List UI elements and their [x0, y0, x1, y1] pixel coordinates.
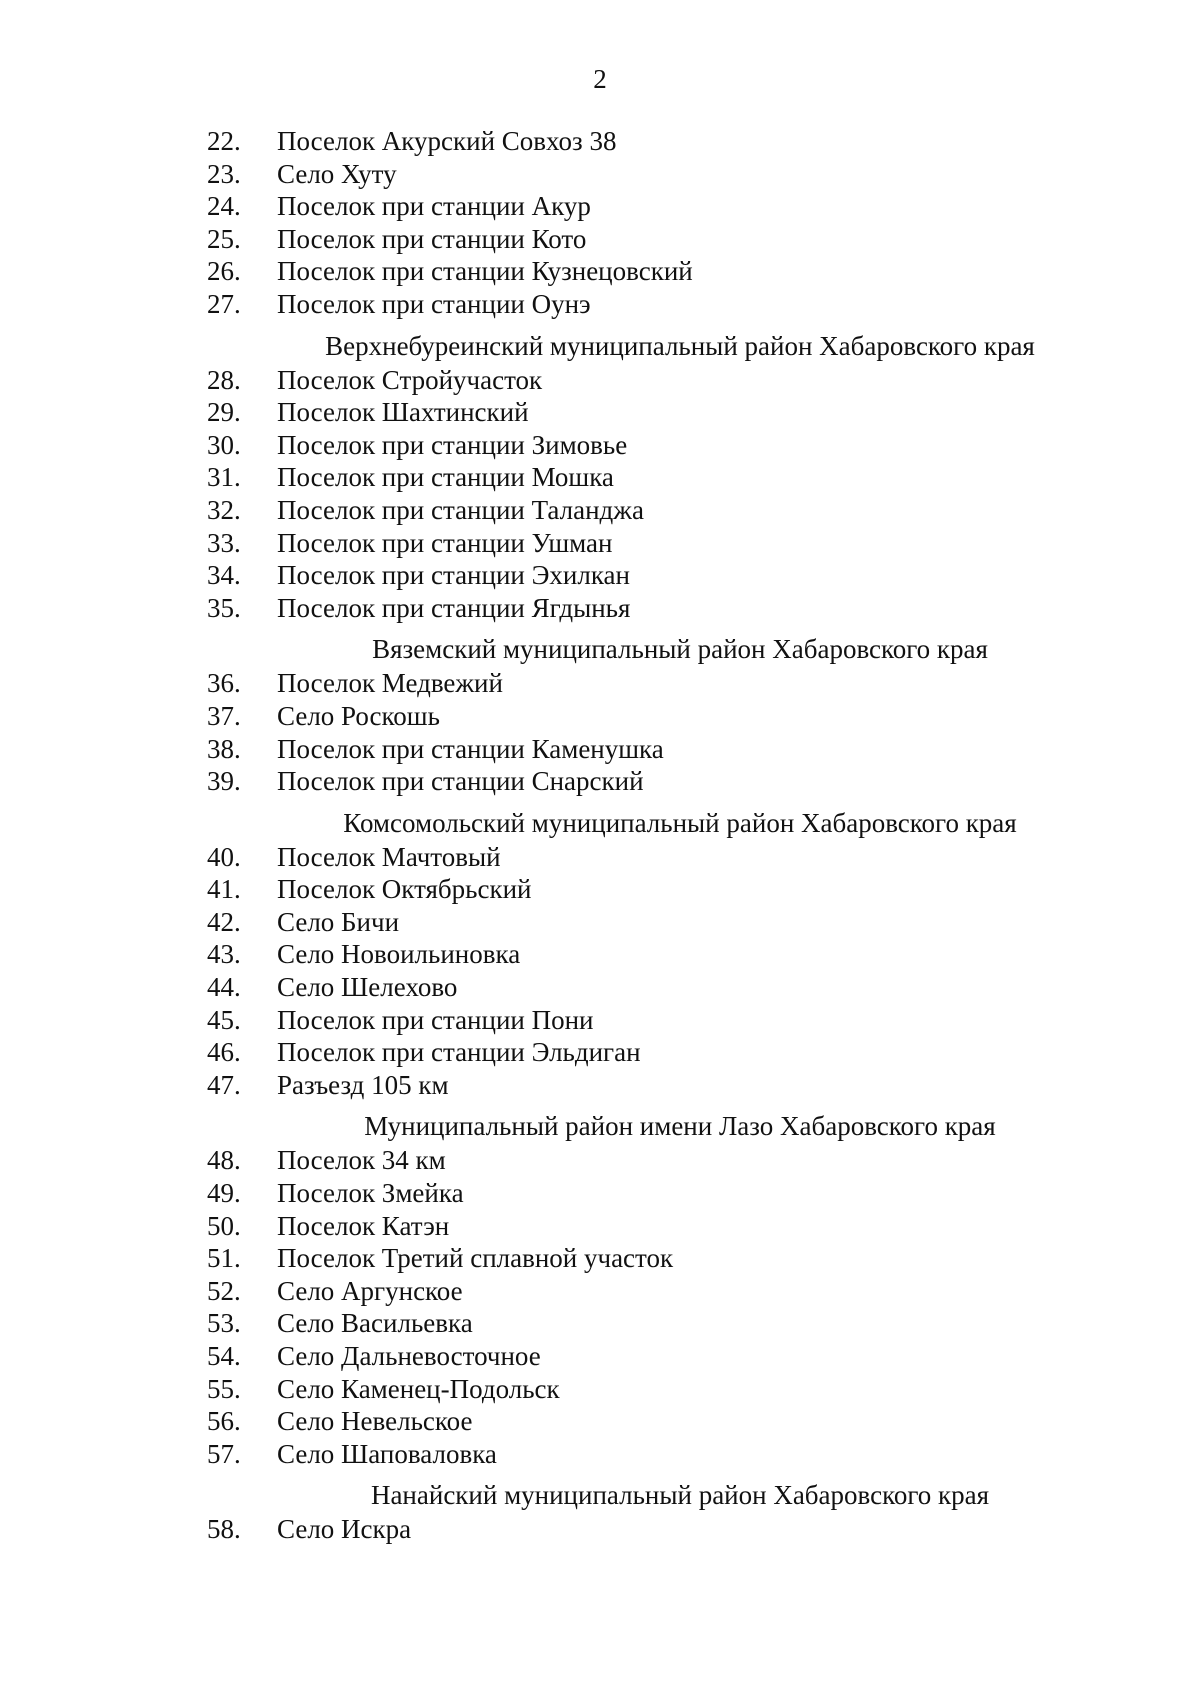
item-number: 40.	[207, 841, 241, 872]
item-number: 48.	[207, 1145, 241, 1176]
list-item	[0, 592, 1200, 625]
list-item	[0, 364, 1200, 397]
settlement-name: Поселок при станции Снарский	[277, 766, 644, 797]
list-item	[0, 429, 1200, 462]
item-number: 30.	[207, 429, 241, 460]
item-number: 36.	[207, 668, 241, 699]
item-number: 35.	[207, 592, 241, 623]
settlement-name: Поселок Стройучасток	[277, 364, 543, 395]
settlement-name: Село Бичи	[277, 906, 400, 937]
list-item	[0, 1373, 1200, 1406]
settlement-name: Село Невельское	[277, 1406, 473, 1437]
settlement-name: Поселок 34 км	[277, 1145, 446, 1176]
list-item	[0, 841, 1200, 874]
item-number: 34.	[207, 560, 241, 591]
list-item	[0, 765, 1200, 798]
list-item	[0, 1405, 1200, 1438]
list-item	[0, 1340, 1200, 1373]
settlement-name: Поселок при станции Эльдиган	[277, 1037, 641, 1068]
settlement-name: Поселок Октябрьский	[277, 874, 532, 905]
list-item	[0, 873, 1200, 906]
district-heading: Нанайский муниципальный район Хабаровского края	[370, 1480, 990, 1511]
item-number: 47.	[207, 1069, 241, 1100]
item-number: 56.	[207, 1406, 241, 1437]
list-item	[0, 255, 1200, 288]
settlement-name: Село Искра	[277, 1514, 412, 1545]
settlement-name: Село Шелехово	[277, 972, 458, 1003]
item-number: 38.	[207, 733, 241, 764]
list-item	[0, 906, 1200, 939]
list-item	[0, 1144, 1200, 1177]
settlement-name: Поселок при станции Каменушка	[277, 733, 664, 764]
list-item	[0, 971, 1200, 1004]
item-number: 43.	[207, 939, 241, 970]
page-number: 2	[593, 64, 607, 94]
settlement-name: Село Васильевка	[277, 1308, 473, 1339]
settlement-name: Поселок при станции Ягдынья	[277, 592, 631, 623]
settlement-name: Село Дальневосточное	[277, 1341, 541, 1371]
settlement-name: Поселок Змейка	[277, 1178, 464, 1209]
list-item	[0, 158, 1200, 191]
settlement-name: Поселок Катэн	[277, 1210, 450, 1241]
list-item	[0, 1275, 1200, 1308]
settlement-name: Разъезд 105 км	[277, 1069, 449, 1100]
item-number: 51.	[207, 1243, 241, 1274]
settlement-name: Поселок Акурский Совхоз 38	[277, 126, 617, 156]
settlement-name: Село Шаповаловка	[277, 1438, 497, 1469]
item-number: 42.	[207, 906, 241, 937]
list-item	[0, 396, 1200, 429]
settlement-name: Поселок при станции Кото	[277, 223, 587, 254]
district-heading: Комсомольский муниципальный район Хабаровского края	[343, 807, 1017, 838]
list-item	[0, 190, 1200, 223]
settlement-list	[0, 125, 1200, 1546]
list-item	[0, 527, 1200, 560]
item-number: 24.	[207, 191, 241, 222]
settlement-name: Поселок Мачтовый	[277, 841, 501, 872]
item-number: 25.	[207, 223, 241, 254]
list-item	[0, 700, 1200, 733]
settlement-name: Поселок при станции Оунэ	[277, 288, 591, 319]
item-number: 33.	[207, 527, 241, 558]
settlement-name: Поселок Шахтинский	[277, 397, 529, 428]
item-number: 26.	[207, 256, 241, 287]
list-item	[0, 1438, 1200, 1471]
item-number: 28.	[207, 364, 241, 395]
item-number: 58.	[207, 1514, 241, 1545]
list-item	[0, 494, 1200, 527]
item-number: 55.	[207, 1373, 241, 1404]
settlement-name: Село Аргунское	[277, 1275, 463, 1306]
settlement-name: Село Новоильиновка	[277, 939, 521, 970]
settlement-name: Поселок Третий сплавной участок	[277, 1243, 674, 1274]
item-number: 29.	[207, 397, 241, 428]
settlement-name: Поселок при станции Таланджа	[277, 494, 644, 525]
settlement-name: Село Каменец-Подольск	[277, 1373, 560, 1404]
list-item	[0, 1036, 1200, 1069]
list-item	[0, 461, 1200, 494]
list-item	[0, 1004, 1200, 1037]
item-number: 54.	[207, 1341, 241, 1371]
item-number: 57.	[207, 1438, 241, 1469]
list-item	[0, 1069, 1200, 1102]
settlement-name: Село Роскошь	[277, 700, 440, 731]
item-number: 37.	[207, 700, 241, 731]
settlement-name: Поселок при станции Зимовье	[277, 429, 628, 460]
item-number: 32.	[207, 494, 241, 525]
item-number: 50.	[207, 1210, 241, 1241]
district-heading: Муниципальный район имени Лазо Хабаровского края	[364, 1111, 996, 1142]
settlement-name: Поселок при станции Пони	[277, 1004, 594, 1035]
list-item	[0, 667, 1200, 700]
list-item	[0, 559, 1200, 592]
item-number: 41.	[207, 874, 241, 905]
item-number: 44.	[207, 972, 241, 1003]
item-number: 27.	[207, 288, 241, 319]
settlement-name: Поселок при станции Кузнецовский	[277, 256, 693, 287]
list-item	[0, 288, 1200, 321]
list-item	[0, 1513, 1200, 1546]
list-item	[0, 1242, 1200, 1275]
list-item	[0, 938, 1200, 971]
settlement-name: Село Хуту	[277, 158, 397, 189]
item-number: 46.	[207, 1037, 241, 1068]
list-item	[0, 125, 1200, 158]
item-number: 23.	[207, 158, 241, 189]
item-number: 52.	[207, 1275, 241, 1306]
item-number: 45.	[207, 1004, 241, 1035]
district-heading: Верхнебуреинский муниципальный район Хабаровского края	[325, 330, 1035, 361]
item-number: 31.	[207, 462, 241, 493]
settlement-name: Поселок Медвежий	[277, 668, 503, 699]
settlement-name: Поселок при станции Акур	[277, 191, 591, 222]
list-item	[0, 1307, 1200, 1340]
settlement-name: Поселок при станции Ушман	[277, 527, 613, 558]
settlement-name: Поселок при станции Эхилкан	[277, 560, 630, 591]
list-item	[0, 733, 1200, 766]
item-number: 53.	[207, 1308, 241, 1339]
district-heading: Вяземский муниципальный район Хабаровского края	[372, 634, 988, 665]
item-number: 39.	[207, 766, 241, 797]
list-item	[0, 223, 1200, 256]
list-item	[0, 1177, 1200, 1210]
item-number: 49.	[207, 1178, 241, 1209]
list-item	[0, 1210, 1200, 1243]
settlement-name: Поселок при станции Мошка	[277, 462, 614, 493]
item-number: 22.	[207, 126, 241, 156]
